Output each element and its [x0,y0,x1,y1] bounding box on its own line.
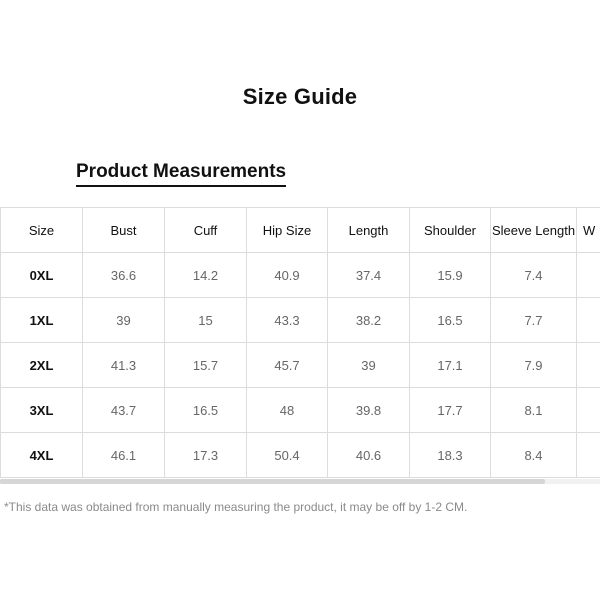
header-sleeve-length: Sleeve Length [491,208,577,253]
cell-shoulder: 18.3 [410,433,491,478]
table-row [1,298,600,343]
table-row [1,388,600,433]
cell-shoulder: 15.9 [410,253,491,298]
cell-cuff: 17.3 [165,433,247,478]
cell-sleeve-length: 8.1 [491,388,577,433]
cell-size: 0XL [1,253,83,298]
cell-cuff: 15.7 [165,343,247,388]
scrollbar-thumb[interactable] [0,479,545,484]
cell-length: 40.6 [328,433,410,478]
cell-bust: 46.1 [83,433,165,478]
page-title: Size Guide [242,84,358,109]
horizontal-scrollbar[interactable] [0,479,600,484]
header-shoulder: Shoulder [410,208,491,253]
header-size: Size [1,208,83,253]
header-hip-size: Hip Size [247,208,328,253]
cell-hip-size: 43.3 [247,298,328,343]
header-cuff: Cuff [165,208,247,253]
cell-hip-size: 40.9 [247,253,328,298]
cell-truncated [577,343,600,388]
table-row [1,253,600,298]
section-title: Product Measurements [76,161,286,187]
measurement-note: *This data was obtained from manually measuring the product, it may be off by 1-2 CM. [4,500,468,514]
cell-truncated [577,433,600,478]
cell-length: 38.2 [328,298,410,343]
size-table [0,207,600,478]
cell-length: 39.8 [328,388,410,433]
cell-length: 39 [328,343,410,388]
cell-bust: 41.3 [83,343,165,388]
header-length: Length [328,208,410,253]
cell-shoulder: 17.1 [410,343,491,388]
table-row [1,343,600,388]
cell-shoulder: 17.7 [410,388,491,433]
cell-hip-size: 48 [247,388,328,433]
cell-truncated [577,253,600,298]
cell-hip-size: 50.4 [247,433,328,478]
size-table-container[interactable] [0,207,600,479]
cell-cuff: 15 [165,298,247,343]
cell-shoulder: 16.5 [410,298,491,343]
cell-truncated [577,388,600,433]
cell-sleeve-length: 7.9 [491,343,577,388]
cell-sleeve-length: 7.7 [491,298,577,343]
cell-bust: 43.7 [83,388,165,433]
cell-truncated [577,298,600,343]
cell-size: 4XL [1,433,83,478]
cell-size: 2XL [1,343,83,388]
cell-cuff: 14.2 [165,253,247,298]
cell-sleeve-length: 8.4 [491,433,577,478]
cell-bust: 36.6 [83,253,165,298]
cell-size: 3XL [1,388,83,433]
cell-length: 37.4 [328,253,410,298]
cell-bust: 39 [83,298,165,343]
cell-cuff: 16.5 [165,388,247,433]
table-row [1,433,600,478]
cell-size: 1XL [1,298,83,343]
header-bust: Bust [83,208,165,253]
cell-hip-size: 45.7 [247,343,328,388]
header-truncated: W [577,208,600,253]
cell-sleeve-length: 7.4 [491,253,577,298]
table-header-row [1,208,600,253]
